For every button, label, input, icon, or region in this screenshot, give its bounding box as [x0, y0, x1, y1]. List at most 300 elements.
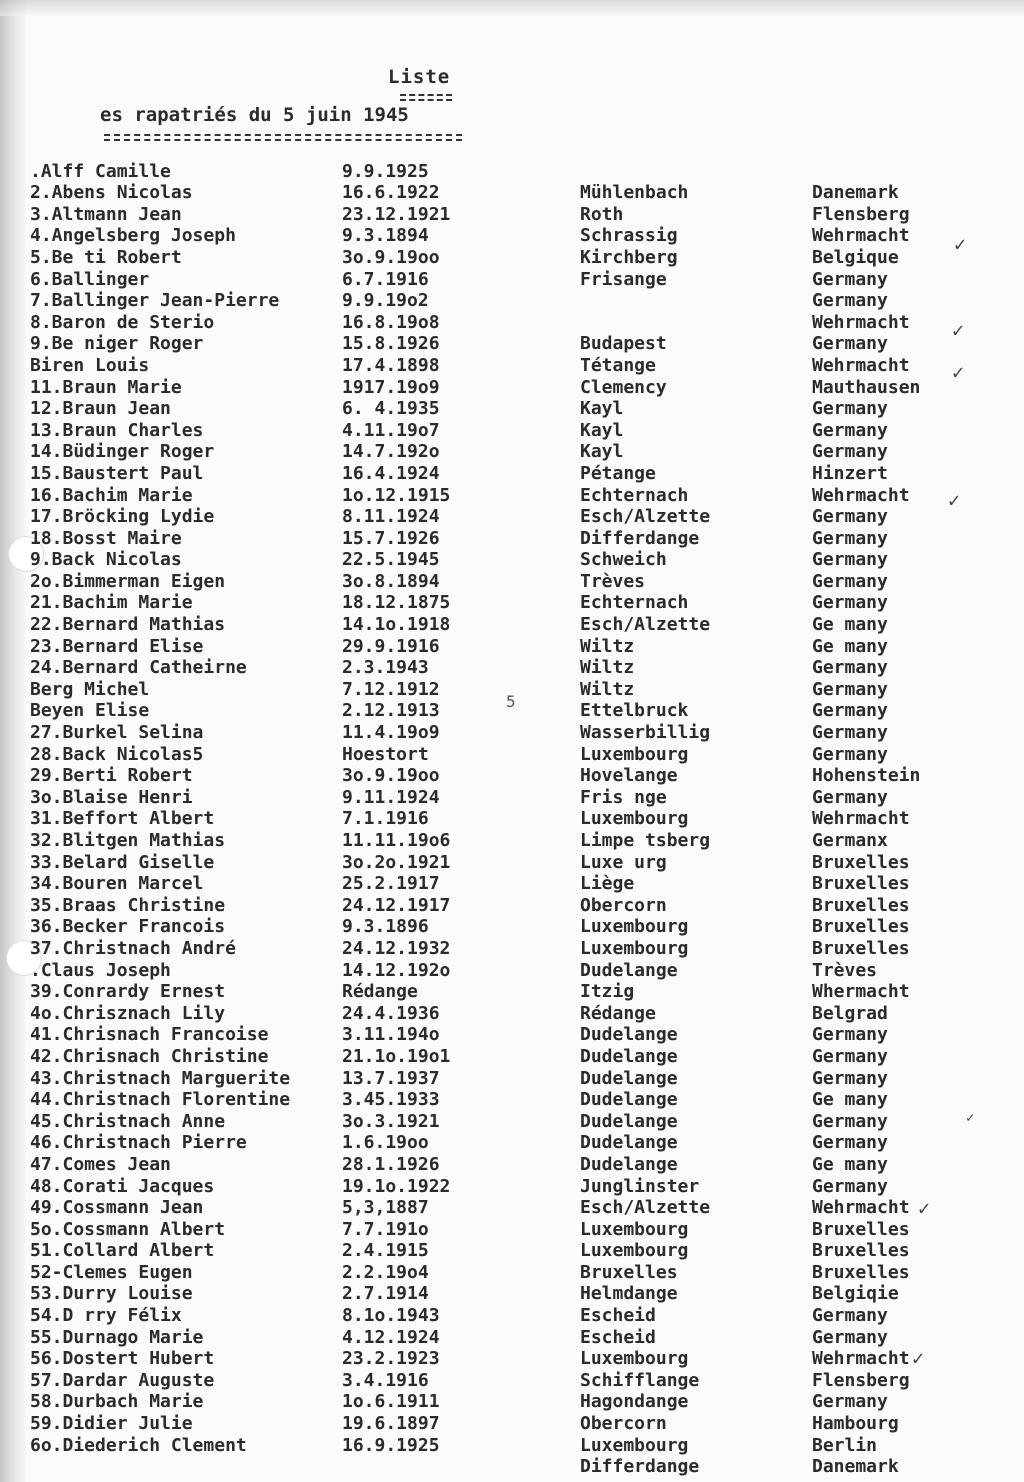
origin-place: Budapest: [580, 333, 667, 355]
origin-place: Differdange: [580, 1456, 700, 1478]
destination: Germany: [812, 722, 888, 744]
origin-place: Wasserbillig: [580, 722, 711, 744]
origin-place: Luxembourg: [580, 916, 689, 938]
list-row: [14, 376, 1014, 398]
list-row: [14, 829, 1014, 851]
list-row: [14, 1110, 1014, 1132]
birth-date: 14.7.192o: [342, 441, 440, 463]
person-name: 27.Burkel Selina: [30, 722, 204, 744]
list-row: [14, 290, 1014, 312]
person-name: 15.Baustert Paul: [30, 462, 204, 484]
person-name: 11.Braun Marie: [30, 376, 182, 398]
destination: Ge many: [812, 614, 888, 636]
person-name: 31.Beffort Albert: [30, 808, 215, 830]
destination: Hinzert: [812, 462, 888, 484]
destination: Ge many: [812, 635, 888, 657]
list-row: [14, 570, 1014, 592]
subtitle-underline: [104, 134, 462, 141]
person-name: 2.Abens Nicolas: [30, 182, 193, 204]
birth-date: Hoestort: [342, 743, 429, 765]
birth-date: 24.4.1936: [342, 1002, 440, 1024]
destination: Belgrad: [812, 1002, 888, 1024]
list-row: [14, 1045, 1014, 1067]
list-row: [14, 959, 1014, 981]
origin-place: Luxembourg: [580, 937, 689, 959]
person-name: 51.Collard Albert: [30, 1240, 215, 1262]
check-mark: ✓: [952, 318, 965, 342]
birth-date: 3o.3.1921: [342, 1110, 440, 1132]
list-row: [14, 721, 1014, 743]
origin-place: Itzig: [580, 981, 635, 1003]
person-name: 14.Büdinger Roger: [30, 441, 215, 463]
birth-date: 23.12.1921: [342, 203, 451, 225]
origin-place: Liège: [580, 873, 635, 895]
person-name: Berg Michel: [30, 678, 150, 700]
origin-place: Rédange: [580, 1002, 656, 1024]
person-name: 5o.Cossmann Albert: [30, 1218, 226, 1240]
person-name: 13.Braun Charles: [30, 419, 204, 441]
birth-date: 6.7.1916: [342, 268, 429, 290]
destination: Bruxelles: [812, 1240, 910, 1262]
list-row: [14, 613, 1014, 635]
check-mark: ✓: [912, 1346, 925, 1370]
check-mark: ✓: [952, 360, 965, 384]
list-row: [14, 419, 1014, 441]
origin-place: Dudelange: [580, 1089, 678, 1111]
repatriates-list: [14, 160, 1014, 1477]
person-name: 6o.Diederich Clement: [30, 1434, 247, 1456]
person-name: 35.Braas Christine: [30, 894, 226, 916]
origin-place: Escheid: [580, 1305, 656, 1327]
destination: Germany: [812, 290, 888, 312]
birth-date: 4.12.1924: [342, 1326, 440, 1348]
origin-place: Obercorn: [580, 1413, 667, 1435]
list-row: [14, 462, 1014, 484]
destination: Germany: [812, 1024, 888, 1046]
birth-date: 1o.6.1911: [342, 1391, 440, 1413]
person-name: 56.Dostert Hubert: [30, 1348, 215, 1370]
origin-place: Luxembourg: [580, 743, 689, 765]
birth-date: 9.3.1894: [342, 225, 429, 247]
origin-place: Kirchberg: [580, 246, 678, 268]
person-name: 41.Chrisnach Francoise: [30, 1024, 269, 1046]
birth-date: 9.9.1925: [342, 160, 429, 182]
birth-date: 11.11.19o6: [342, 830, 451, 851]
list-row: [14, 1434, 1014, 1456]
birth-date: 18.12.1875: [342, 592, 451, 614]
list-row: [14, 635, 1014, 657]
birth-date: 3.11.194o: [342, 1024, 440, 1046]
margin-note: 5: [506, 692, 516, 711]
origin-place: Luxembourg: [580, 1348, 689, 1370]
birth-date: 7.7.191o: [342, 1218, 429, 1240]
birth-date: 16.4.1924: [342, 462, 440, 484]
destination: Germany: [812, 743, 888, 765]
destination: Wehrmacht: [812, 1197, 910, 1219]
person-name: 8.Baron de Sterio: [30, 311, 215, 333]
birth-date: 29.9.1916: [342, 635, 440, 657]
list-row: [14, 1283, 1014, 1305]
person-name: 39.Conrardy Ernest: [30, 981, 226, 1003]
person-name: 36.Becker Francois: [30, 916, 226, 938]
list-row: [14, 1348, 1014, 1370]
list-row: [14, 441, 1014, 463]
person-name: 53.Durry Louise: [30, 1283, 193, 1305]
origin-place: Luxembourg: [580, 808, 689, 830]
person-name: 16.Bachim Marie: [30, 484, 193, 506]
destination: Bruxelles: [812, 1261, 910, 1283]
destination: Germany: [812, 1305, 888, 1327]
list-row: [14, 1132, 1014, 1154]
list-row: [14, 1175, 1014, 1197]
person-name: 18.Bosst Maire: [30, 527, 182, 549]
origin-place: Wiltz: [580, 635, 635, 657]
list-row: [14, 765, 1014, 787]
origin-place: Dudelange: [580, 1132, 678, 1154]
origin-place: Kayl: [580, 441, 624, 463]
origin-place: Luxembourg: [580, 1218, 689, 1240]
list-row: [14, 1369, 1014, 1391]
origin-place: Dudelange: [580, 1045, 678, 1067]
birth-date: 5,3,1887: [342, 1197, 429, 1219]
birth-date: Rédange: [342, 981, 418, 1003]
origin-place: Dudelange: [580, 1153, 678, 1175]
destination: Ge many: [812, 1153, 888, 1175]
birth-date: 16.6.1922: [342, 182, 440, 204]
destination: Bruxelles: [812, 937, 910, 959]
birth-date: 7.12.1912: [342, 678, 440, 700]
document-subtitle: es rapatriés du 5 juin 1945: [100, 104, 409, 126]
list-row: [14, 1024, 1014, 1046]
person-name: 45.Christnach Anne: [30, 1110, 226, 1132]
origin-place: Helmdange: [580, 1283, 678, 1305]
destination: Wehrmacht: [812, 225, 910, 247]
list-row: [14, 160, 1014, 182]
destination: Germany: [812, 1067, 888, 1089]
destination: Hambourg: [812, 1413, 899, 1435]
person-name: 46.Christnach Pierre: [30, 1132, 247, 1154]
origin-place: Esch/Alzette: [580, 614, 711, 636]
destination: Wehrmacht: [812, 808, 910, 830]
list-row: [14, 203, 1014, 225]
list-row: [14, 894, 1014, 916]
origin-place: Clemency: [580, 376, 667, 398]
check-mark: ✓: [918, 1196, 931, 1220]
origin-place: Wiltz: [580, 657, 635, 679]
check-mark: ✓: [954, 232, 967, 256]
birth-date: 14.1o.1918: [342, 614, 451, 636]
list-row: [14, 657, 1014, 679]
birth-date: 9.11.1924: [342, 786, 440, 808]
birth-date: 2.2.19o4: [342, 1261, 429, 1283]
list-row: [14, 246, 1014, 268]
destination: Germany: [812, 441, 888, 463]
origin-place: Limpe tsberg: [580, 830, 711, 851]
birth-date: 24.12.1917: [342, 894, 451, 916]
destination: Germany: [812, 1110, 888, 1132]
list-row: [14, 1326, 1014, 1348]
origin-place: Hovelange: [580, 765, 678, 787]
person-name: 6.Ballinger: [30, 268, 150, 290]
list-row: [14, 873, 1014, 895]
destination: Bruxelles: [812, 894, 910, 916]
person-name: 23.Bernard Elise: [30, 635, 204, 657]
list-row: [14, 981, 1014, 1003]
list-row: [14, 700, 1014, 722]
person-name: 5.Be ti Robert: [30, 246, 182, 268]
birth-date: 17.4.1898: [342, 354, 440, 376]
destination: Belgiqie: [812, 1283, 899, 1305]
list-row: [14, 549, 1014, 571]
person-name: 3o.Blaise Henri: [30, 786, 193, 808]
scan-shadow-top: [0, 0, 1024, 16]
birth-date: 7.1.1916: [342, 808, 429, 830]
birth-date: 2.12.1913: [342, 700, 440, 722]
destination: Germanx: [812, 830, 888, 851]
birth-date: 3o.2o.1921: [342, 851, 451, 873]
birth-date: 11.4.19o9: [342, 722, 440, 744]
destination: Germany: [812, 1175, 888, 1197]
origin-place: Schrassig: [580, 225, 678, 247]
origin-place: Pétange: [580, 462, 656, 484]
list-row: [14, 527, 1014, 549]
origin-place: Escheid: [580, 1326, 656, 1348]
birth-date: 24.12.1932: [342, 937, 451, 959]
person-name: 29.Berti Robert: [30, 765, 193, 787]
person-name: 17.Bröcking Lydie: [30, 506, 215, 528]
person-name: Beyen Elise: [30, 700, 150, 722]
birth-date: 9.9.19o2: [342, 290, 429, 312]
origin-place: Dudelange: [580, 1067, 678, 1089]
birth-date: 9.3.1896: [342, 916, 429, 938]
person-name: 55.Durnago Marie: [30, 1326, 204, 1348]
origin-place: Luxe urg: [580, 851, 667, 873]
destination: Germany: [812, 1045, 888, 1067]
origin-place: Mühlenbach: [580, 182, 689, 204]
list-row: [14, 1240, 1014, 1262]
destination: Germany: [812, 549, 888, 571]
destination: Wehrmacht: [812, 354, 910, 376]
birth-date: 3.4.1916: [342, 1369, 429, 1391]
person-name: 44.Christnach Florentine: [30, 1089, 291, 1111]
origin-place: Luxembourg: [580, 1434, 689, 1456]
birth-date: 16.9.1925: [342, 1434, 440, 1456]
origin-place: Hagondange: [580, 1391, 689, 1413]
list-row: [14, 311, 1014, 333]
origin-place: Kayl: [580, 419, 624, 441]
list-row: [14, 1261, 1014, 1283]
origin-place: Tétange: [580, 354, 656, 376]
birth-date: 2.4.1915: [342, 1240, 429, 1262]
birth-date: 25.2.1917: [342, 873, 440, 895]
check-mark: ✓: [948, 488, 961, 512]
person-name: 21.Bachim Marie: [30, 592, 193, 614]
person-name: .Claus Joseph: [30, 959, 171, 981]
origin-place: Dudelange: [580, 1110, 678, 1132]
person-name: 47.Comes Jean: [30, 1153, 171, 1175]
origin-place: Schifflange: [580, 1369, 700, 1391]
destination: Bruxelles: [812, 873, 910, 895]
destination: Hohenstein: [812, 765, 921, 787]
person-name: 48.Corati Jacques: [30, 1175, 215, 1197]
list-row: [14, 1002, 1014, 1024]
birth-date: 22.5.1945: [342, 549, 440, 571]
list-row: [14, 225, 1014, 247]
person-name: 52-Clemes Eugen: [30, 1261, 193, 1283]
list-row: [14, 916, 1014, 938]
destination: Wehrmacht: [812, 1348, 910, 1370]
destination: Germany: [812, 700, 888, 722]
list-row: [14, 1412, 1014, 1434]
destination: Germany: [812, 657, 888, 679]
destination: Germany: [812, 527, 888, 549]
destination: Berlin: [812, 1434, 878, 1456]
list-row: [14, 398, 1014, 420]
origin-place: Esch/Alzette: [580, 1197, 711, 1219]
destination: Flensberg: [812, 203, 910, 225]
birth-date: 23.2.1923: [342, 1348, 440, 1370]
birth-date: 1917.19o9: [342, 376, 440, 398]
origin-place: Schweich: [580, 549, 667, 571]
list-row: [14, 354, 1014, 376]
destination: Germany: [812, 398, 888, 420]
destination: Germany: [812, 333, 888, 355]
check-mark: ✓: [966, 1110, 975, 1126]
person-name: 34.Bouren Marcel: [30, 873, 204, 895]
person-name: .Alff Camille: [30, 160, 171, 182]
destination: Bruxelles: [812, 1218, 910, 1240]
destination: Whermacht: [812, 981, 910, 1003]
person-name: 57.Dardar Auguste: [30, 1369, 215, 1391]
origin-place: Luxembourg: [580, 1240, 689, 1262]
person-name: Biren Louis: [30, 354, 150, 376]
person-name: 43.Christnach Marguerite: [30, 1067, 291, 1089]
list-row: [14, 937, 1014, 959]
person-name: 49.Cossmann Jean: [30, 1197, 204, 1219]
list-row: [14, 1456, 1014, 1478]
destination: Flensberg: [812, 1369, 910, 1391]
birth-date: 16.8.19o8: [342, 311, 440, 333]
document-title: Liste: [388, 66, 451, 88]
person-name: 2o.Bimmerman Eigen: [30, 570, 226, 592]
list-row: [14, 1153, 1014, 1175]
origin-place: Obercorn: [580, 894, 667, 916]
destination: Ge many: [812, 1089, 888, 1111]
birth-date: 8.1o.1943: [342, 1305, 440, 1327]
list-row: [14, 808, 1014, 830]
person-name: 7.Ballinger Jean-Pierre: [30, 290, 280, 312]
origin-place: Junglinster: [580, 1175, 700, 1197]
birth-date: 1.6.19oo: [342, 1132, 429, 1154]
birth-date: 2.7.1914: [342, 1283, 429, 1305]
person-name: 4o.Chrisznach Lily: [30, 1002, 226, 1024]
origin-place: Echternach: [580, 484, 689, 506]
list-row: [14, 182, 1014, 204]
destination: Danemark: [812, 1456, 899, 1478]
list-row: [14, 506, 1014, 528]
origin-place: Bruxelles: [580, 1261, 678, 1283]
origin-place: Ettelbruck: [580, 700, 689, 722]
destination: Germany: [812, 1132, 888, 1154]
destination: Wehrmacht: [812, 311, 910, 333]
origin-place: Trèves: [580, 570, 646, 592]
birth-date: 15.8.1926: [342, 333, 440, 355]
title-underline: [400, 94, 452, 101]
destination: Belgique: [812, 246, 899, 268]
destination: Germany: [812, 786, 888, 808]
person-name: 33.Belard Giselle: [30, 851, 215, 873]
birth-date: 3o.9.19oo: [342, 246, 440, 268]
birth-date: 2.3.1943: [342, 657, 429, 679]
destination: Germany: [812, 268, 888, 290]
birth-date: 3o.8.1894: [342, 570, 440, 592]
list-row: [14, 268, 1014, 290]
birth-date: 1o.12.1915: [342, 484, 451, 506]
list-row: [14, 743, 1014, 765]
destination: Mauthausen: [812, 376, 921, 398]
birth-date: 28.1.1926: [342, 1153, 440, 1175]
person-name: 37.Christnach André: [30, 937, 236, 959]
origin-place: Wiltz: [580, 678, 635, 700]
list-row: [14, 1304, 1014, 1326]
birth-date: 3.45.1933: [342, 1089, 440, 1111]
birth-date: 3o.9.19oo: [342, 765, 440, 787]
origin-place: Kayl: [580, 398, 624, 420]
person-name: 24.Bernard Catheirne: [30, 657, 247, 679]
list-row: [14, 333, 1014, 355]
birth-date: 6. 4.1935: [342, 398, 440, 420]
destination: Germany: [812, 419, 888, 441]
list-row: [14, 851, 1014, 873]
person-name: 28.Back Nicolas5: [30, 743, 204, 765]
list-row: [14, 678, 1014, 700]
birth-date: 4.11.19o7: [342, 419, 440, 441]
origin-place: Fris nge: [580, 786, 667, 808]
origin-place: Dudelange: [580, 959, 678, 981]
person-name: 9.Be niger Roger: [30, 333, 204, 355]
birth-date: 14.12.192o: [342, 959, 451, 981]
origin-place: Frisange: [580, 268, 667, 290]
list-row: [14, 484, 1014, 506]
origin-place: Dudelange: [580, 1024, 678, 1046]
person-name: 59.Didier Julie: [30, 1413, 193, 1435]
origin-place: Echternach: [580, 592, 689, 614]
person-name: 12.Braun Jean: [30, 398, 171, 420]
birth-date: 21.1o.19o1: [342, 1045, 451, 1067]
destination: Germany: [812, 1391, 888, 1413]
destination: Germany: [812, 570, 888, 592]
list-row: [14, 1218, 1014, 1240]
destination: Trèves: [812, 959, 878, 981]
person-name: 42.Chrisnach Christine: [30, 1045, 269, 1067]
origin-place: Esch/Alzette: [580, 506, 711, 528]
person-name: 32.Blitgen Mathias: [30, 830, 226, 851]
destination: Bruxelles: [812, 851, 910, 873]
destination: Wehrmacht: [812, 484, 910, 506]
destination: Germany: [812, 506, 888, 528]
person-name: 54.D rry Félix: [30, 1305, 182, 1327]
person-name: 9.Back Nicolas: [30, 549, 182, 571]
origin-place: Differdange: [580, 527, 700, 549]
list-row: [14, 1067, 1014, 1089]
list-row: [14, 1391, 1014, 1413]
list-row: [14, 786, 1014, 808]
destination: Germany: [812, 1326, 888, 1348]
person-name: 22.Bernard Mathias: [30, 614, 226, 636]
list-row: [14, 1197, 1014, 1219]
destination: Germany: [812, 678, 888, 700]
list-row: [14, 1089, 1014, 1111]
